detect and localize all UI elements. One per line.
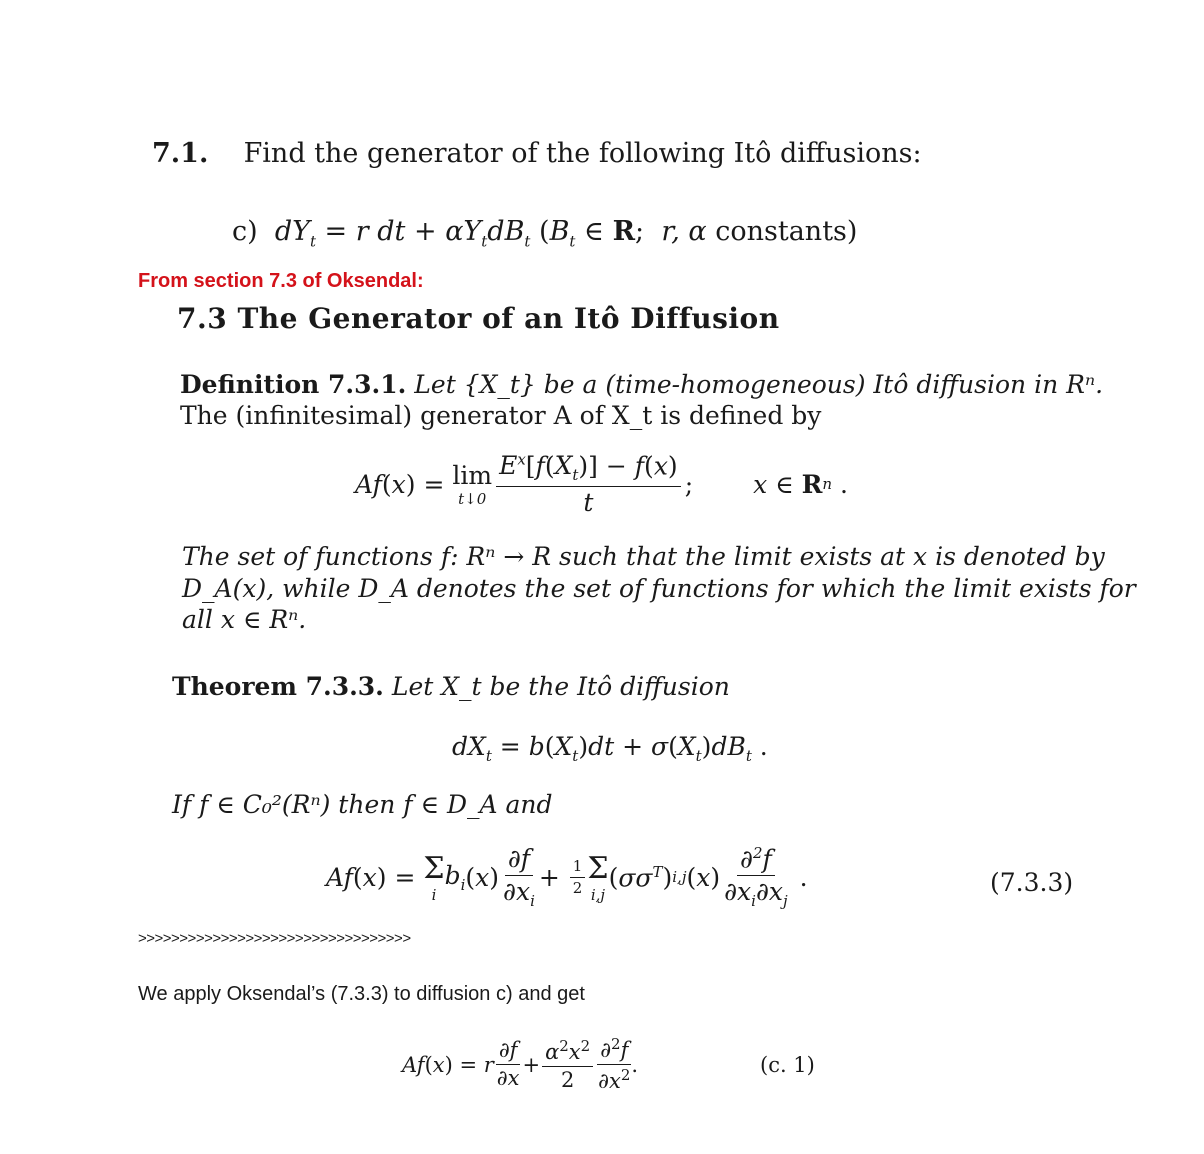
domain-text-1: The set of functions f: Rⁿ → R such that the limit exists at x is denoted by — [182, 542, 1105, 571]
problem-number: 7.1. — [152, 138, 209, 169]
theorem-label: Theorem 7.3.3. — [172, 672, 384, 701]
source-note: From section 7.3 of Oksendal: — [138, 270, 424, 292]
solution-text: We apply Oksendal’s (7.3.3) to diffusion c) and get — [138, 983, 585, 1005]
domain-text-2: D_A(x), while D_A denotes the set of functions for which the limit exists for — [182, 574, 1136, 603]
separator: >>>>>>>>>>>>>>>>>>>>>>>>>>>>>>>>> — [138, 930, 411, 947]
definition-label: Definition 7.3.1. — [180, 370, 407, 399]
equation-number-c1: (c. 1) — [760, 1053, 815, 1077]
definition-text-1: Let {X_t} be a (time-homogeneous) Itô diffusion in Rⁿ. — [414, 370, 1104, 399]
problem-text: Find the generator of the following Itô diffusions: — [243, 138, 922, 169]
equation-number-7-3-3: (7.3.3) — [990, 868, 1074, 897]
definition-line-2: The (infinitesimal) generator A of X_t is defined by — [180, 401, 822, 430]
sde-formula: $dX_t = b(X_t)dt + \sigma(X_t)dB_t$ . — [452, 732, 768, 765]
condition-text: If f ∈ C₀²(Rⁿ) then f ∈ D_A and — [172, 790, 553, 819]
section-heading: 7.3 The Generator of an Itô Diffusion — [177, 302, 780, 335]
solution-formula: Af ( x ) = r $\frac{\partial f}{\partial x}$ + $\frac{\alpha^2x^2}{2}$ $\frac{\partial^2f}{\partial x^2}$ . — [402, 1035, 639, 1094]
definition-line-1 — [180, 370, 1103, 399]
theorem-formula: Af ( x ) = Σ i $b_i$ ( x ) $\frac{\partial f}{\partial x_i}$ + $\frac{1}{2}$ Σ i,j ( $\sigma\sigma^T$ ) i,j ( x ) $\frac{\partial^2f}{\partial x_i\partial x_j}$ . — [326, 844, 808, 910]
theorem-line — [172, 672, 730, 701]
problem-part-c: c) $dY_t = r$ dt + $\alpha Y_tdB_t$ ($B_t$ ∈ R; r, α constants) — [232, 216, 858, 251]
problem-statement — [152, 138, 922, 169]
domain-text-3: all x ∈ Rⁿ. — [182, 605, 307, 634]
theorem-text: Let X_t be the Itô diffusion — [391, 672, 730, 701]
generator-formula: Af ( x ) = lim t↓0 $\frac{E^x[f(X_t)] - f(x)}{t}$ ; x ∈ R n . — [355, 451, 848, 517]
